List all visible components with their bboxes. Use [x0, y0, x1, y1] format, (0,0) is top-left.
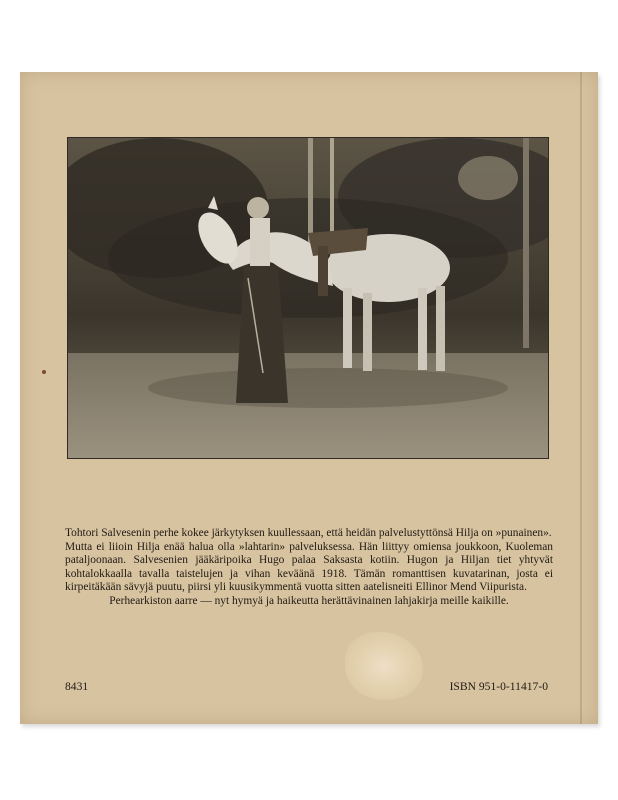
cover-photo	[68, 138, 548, 458]
blurb-text	[65, 527, 553, 609]
blurb-paragraph: Mutta ei liioin Hilja enää halua olla »lahtarin» palveluksessa. Hän liittyy omiensa joukkoon, Kuoleman pataljoonaan. Salvesenien jääkäripoika Hugo palaa Saksasta kotiin. Hugon ja Hiljan tiet yhtyvät kohtalokkaalla tavalla taistelujen ja vihan keväänä 1918. Tämän romanttisen kuvatarinan, josta ei kirpeitäkään sävyjä puutu, piirsi yli kuusikymmentä vuotta sitten aatelisneiti Ellinor Mend Viipurista.	[65, 540, 553, 594]
blurb-paragraph: Perhearkiston aarre — nyt hymyä ja haikeutta herättävinainen lahjakirja meille kaikille.	[109, 594, 509, 607]
spine-edge	[580, 72, 582, 724]
book-back-cover	[20, 72, 598, 724]
isbn: ISBN 951-0-11417-0	[449, 680, 548, 693]
torn-sticker-residue	[345, 632, 423, 700]
stain-spot	[42, 370, 46, 374]
horse-and-woman-photo-icon	[68, 138, 548, 458]
blurb-paragraph: Tohtori Salvesenin perhe kokee järkytyksen kuullessaan, että heidän palvelustyttönsä Hilja on »punainen».	[65, 527, 552, 539]
product-code: 8431	[65, 680, 89, 693]
